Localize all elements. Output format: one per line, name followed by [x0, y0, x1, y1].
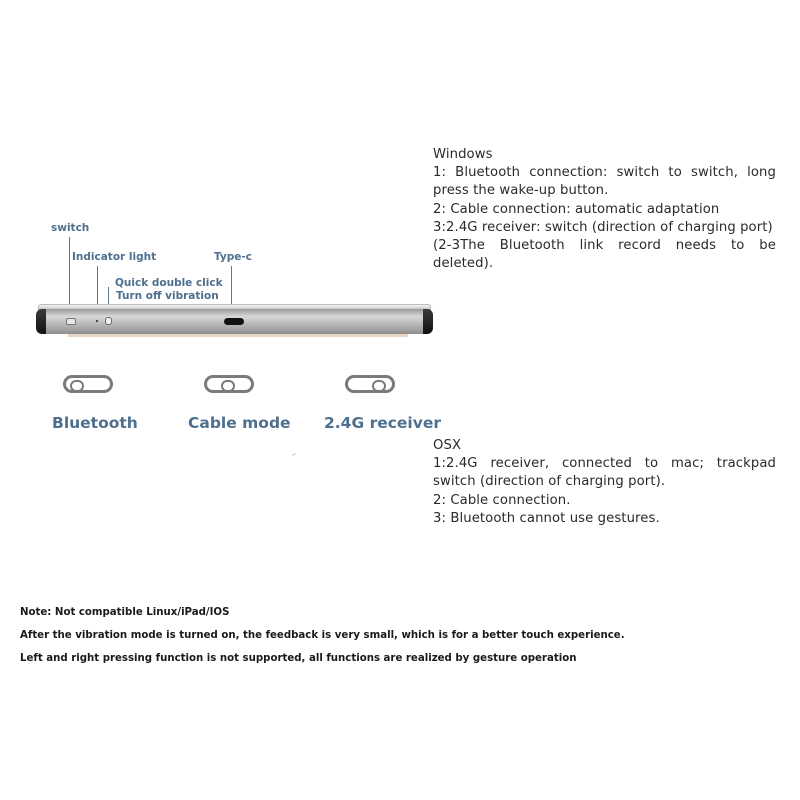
cable-mode-toggle-icon [204, 375, 254, 393]
toggle-slider [372, 380, 386, 392]
bluetooth-mode-label: Bluetooth [52, 414, 138, 432]
vibration-button [105, 317, 112, 325]
windows-line-2: 2: Cable connection: automatic adaptation [433, 201, 720, 217]
type-c-port [224, 318, 244, 325]
windows-instructions [433, 146, 776, 273]
note-compatibility: Note: Not compatible Linux/iPad/IOS [20, 607, 230, 618]
osx-line-1: 1:2.4G receiver, connected to mac; trackpad switch (direction of charging port). [433, 456, 776, 490]
bluetooth-toggle-icon [63, 375, 113, 393]
device-right-cap [423, 309, 433, 334]
note-gestures: Left and right pressing function is not supported, all functions are realized by gesture operation [20, 653, 577, 664]
turn-off-vibration-callout: Turn off vibration [116, 290, 219, 302]
switch-callout: switch [51, 222, 90, 234]
osx-instructions [433, 437, 776, 528]
osx-line-3: 3: Bluetooth cannot use gestures. [433, 510, 660, 526]
receiver-toggle-icon [345, 375, 395, 393]
type-c-callout: Type-c [214, 251, 252, 263]
windows-line-3: 3:2.4G receiver: switch (direction of charging port) [433, 219, 773, 235]
windows-line-1: 1: Bluetooth connection: switch to switch, long press the wake-up button. [433, 165, 776, 199]
osx-line-2: 2: Cable connection. [433, 492, 571, 508]
osx-heading: OSX [433, 438, 462, 453]
notes-section [20, 601, 625, 670]
toggle-slider [221, 380, 235, 392]
toggle-slider [70, 380, 84, 392]
power-switch [66, 318, 76, 325]
stray-mark [292, 453, 296, 456]
windows-heading: Windows [433, 147, 493, 162]
receiver-mode-label: 2.4G receiver [324, 414, 442, 432]
device-left-cap [36, 309, 46, 334]
windows-line-4: (2-3The Bluetooth link record needs to be deleted). [433, 238, 776, 272]
trackpad-side-view [38, 304, 431, 334]
quick-double-click-callout: Quick double click [115, 277, 223, 289]
device-base-shadow [68, 334, 408, 337]
cable-mode-label: Cable mode [188, 414, 291, 432]
indicator-light [96, 320, 98, 322]
indicator-light-callout: Indicator light [72, 251, 157, 263]
note-vibration: After the vibration mode is turned on, the feedback is very small, which is for a better touch experience. [20, 630, 625, 641]
